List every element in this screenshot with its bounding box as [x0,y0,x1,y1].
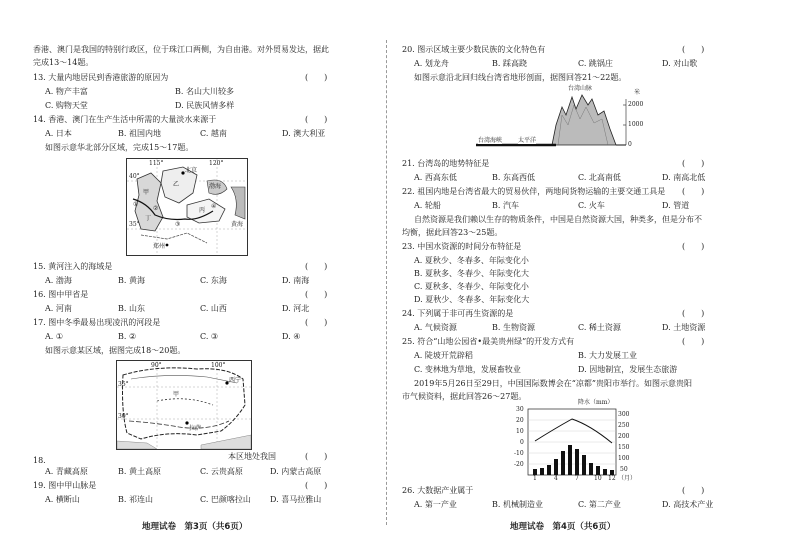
q24-option-c[interactable]: C. 稀土资源 [578,323,621,332]
climate-rtick-50: 50 [620,466,628,473]
q26-stem: 26. 大数据产业属于 [402,486,474,495]
q19-stem: 19. 图中甲山脉是 [33,481,97,490]
q13-option-d[interactable]: D. 民族风情多样 [175,101,235,110]
q16-option-c[interactable]: C. 山西 [200,304,227,313]
map2-lat-30: 30° [118,413,129,420]
left-page [0,0,384,560]
map1-lon-115: 115° [149,160,164,167]
q15-option-c[interactable]: C. 东海 [200,276,227,285]
taiwan-profile-figure [476,85,652,157]
profile-y-2000: 2000 [628,101,644,108]
right-page-footer: 地理试卷 第4页（共6页） [510,522,616,532]
q14-option-c[interactable]: C. 越南 [200,129,227,138]
map1-river-4: ④ [211,203,217,210]
q19-option-c[interactable]: C. 巴颜喀拉山 [200,495,251,504]
q24-option-d[interactable]: D. 土地资源 [662,323,706,332]
map1-beijing-label: 北京 [185,167,198,174]
taiwan-profile-graphic [476,85,652,157]
q16-option-b[interactable]: B. 山东 [118,304,145,313]
intro-23: 自然资源是我们赖以生存的物质条件，中国是自然资源大国，种类多，但是分布不 [414,215,702,224]
q17-stem: 17. 图中冬季最易出现凌汛的河段是 [33,318,161,327]
climate-month-7: 7 [575,475,579,482]
q25-option-c[interactable]: C. 变林地为草地，发展畜牧业 [414,365,521,374]
climate-rtick-300: 300 [618,411,630,418]
left-page-footer: 地理试卷 第3页（共6页） [142,522,248,532]
map2-intro: 如图示意某区域，据图完成18～20题。 [45,346,186,355]
q21-option-a[interactable]: A. 西高东低 [414,173,457,182]
q21-option-d[interactable]: D. 南高北低 [662,173,706,182]
q17-answer-slot[interactable]: ( ) [305,318,328,327]
climate-tick-neg10: -10 [514,450,524,457]
q21-option-b[interactable]: B. 东高西低 [492,173,535,182]
north-china-map [126,158,248,256]
map1-mark-yi: 乙 [173,181,180,188]
q15-option-b[interactable]: B. 黄海 [118,276,145,285]
map2-lon-90: 90° [151,362,162,369]
q20-stem: 20. 图示区域主要少数民族的文化特色有 [402,45,546,54]
profile-strait-label: 台湾海峡 [478,137,503,144]
map1-river-1: ① [133,201,139,208]
q23-answer-slot[interactable]: ( ) [682,242,705,251]
q18-option-c[interactable]: C. 云贵高原 [200,467,243,476]
climate-month-12: 12 [608,475,616,482]
climate-month-1: 1 [533,475,537,482]
q20-answer-slot[interactable]: ( ) [682,45,705,54]
map1-mark-jia: 甲 [143,189,150,196]
map2-xining-label: 西宁 [229,377,242,384]
q13-option-a[interactable]: A. 物产丰富 [45,87,88,96]
q18-option-a[interactable]: A. 青藏高原 [45,467,88,476]
q24-stem: 24. 下列属于非可再生资源的是 [402,309,514,318]
map1-lat-40: 40° [129,173,140,180]
qinghai-tibet-map-graphic [117,361,251,449]
climate-tick-10: 10 [516,428,524,435]
climate-tick-0: 0 [520,439,524,446]
map2-lon-100: 100° [211,362,226,369]
map1-lon-120: 120° [209,160,224,167]
climate-month-4: 4 [554,475,558,482]
climate-rtick-250: 250 [618,422,630,429]
q20-option-a[interactable]: A. 划龙舟 [414,59,449,68]
q20-option-d[interactable]: D. 对山歌 [662,59,698,68]
profile-y-1000: 1000 [628,121,644,128]
intro-26: 2019年5月26日至29日，中国国际数博会在“凉都”贵阳市举行。如图示意贵阳 [414,379,692,388]
intro-13-cont: 完成13～14题。 [33,58,94,67]
q26-answer-slot[interactable]: ( ) [682,486,705,495]
map1-river-3: ③ [175,221,181,228]
q25-stem: 25. 符合“山地公园省•最美贵州绿”的开发方式有 [402,337,575,346]
q21-option-c[interactable]: C. 北高南低 [578,173,621,182]
q23-option-c[interactable]: C. 夏秋多、冬春少、年际变化小 [414,282,529,291]
intro-23-cont: 均衡，据此回答23～25题。 [402,228,503,237]
climate-rtick-100: 100 [618,455,630,462]
q15-stem: 15. 黄河注入的海域是 [33,262,113,271]
q16-answer-slot[interactable]: ( ) [305,290,328,299]
map1-bohai-label: 渤海 [209,183,222,190]
intro-13: 香港、澳门是我国的特别行政区，位于珠江口两侧，为自由港。对外贸易发达，据此 [33,45,329,54]
profile-unit: 米 [634,89,641,96]
q14-stem: 14. 香港、澳门在生产生活中所需的大量淡水来源于 [33,115,217,124]
q25-answer-slot[interactable]: ( ) [682,337,705,346]
q14-option-b[interactable]: B. 祖国内地 [118,129,161,138]
q24-option-b[interactable]: B. 生物资源 [492,323,535,332]
q17-option-c[interactable]: C. ③ [200,332,219,341]
guiyang-climate-chart [514,399,637,482]
q19-answer-slot[interactable]: ( ) [305,481,328,490]
q25-option-d[interactable]: D. 因地制宜，发展生态旅游 [578,365,678,374]
climate-rtick-150: 150 [618,444,630,451]
q23-option-a[interactable]: A. 夏秋少、冬春多、年际变化小 [414,256,529,265]
profile-mountain-label: 台湾山脉 [568,85,593,92]
q21-answer-slot[interactable]: ( ) [682,159,705,168]
profile-intro: 如图示意沿北回归线台湾省地形剖面，据图回答21～22题。 [414,73,627,82]
q16-option-d[interactable]: D. 河北 [282,304,310,313]
map1-intro: 如图示意华北部分区域，完成15～17题。 [45,143,194,152]
page-divider [386,40,387,525]
map1-river-2: ② [153,205,159,212]
q24-option-a[interactable]: A. 气候资源 [414,323,457,332]
q26-option-a[interactable]: A. 第一产业 [414,500,457,509]
q26-option-b[interactable]: B. 机械制造业 [492,500,543,509]
q25-option-b[interactable]: B. 大力发展工业 [578,351,637,360]
climate-tick-neg20: -20 [514,461,524,468]
q26-option-c[interactable]: C. 第二产业 [578,500,621,509]
q19-option-d[interactable]: D. 喜马拉雅山 [270,495,322,504]
map2-lhasa-label: 拉萨 [189,425,202,432]
right-page [392,0,794,560]
q21-stem: 21. 台湾岛的地势特征是 [402,159,490,168]
q22-option-a[interactable]: A. 轮船 [414,201,441,210]
climate-x-unit: （月） [618,475,637,482]
q19-option-a[interactable]: A. 横断山 [45,495,80,504]
map2-lat-35: 35° [118,381,129,388]
q20-option-c[interactable]: C. 跳锅庄 [578,59,613,68]
q17-option-d[interactable]: D. ④ [282,332,301,341]
map2-mark-jia: 甲 [173,391,180,398]
q15-option-a[interactable]: A. 渤海 [45,276,72,285]
q26-option-d[interactable]: D. 高技术产业 [662,500,714,509]
q20-option-b[interactable]: B. 踩高跷 [492,59,527,68]
q13-answer-slot[interactable]: ( ) [305,73,328,82]
q22-option-c[interactable]: C. 火车 [578,201,605,210]
q18-option-d[interactable]: D. 内蒙古高原 [270,467,322,476]
q14-answer-slot[interactable]: ( ) [305,115,328,124]
q15-option-d[interactable]: D. 南海 [282,276,310,285]
q15-answer-slot[interactable]: ( ) [305,262,328,271]
q13-option-c[interactable]: C. 购物天堂 [45,101,88,110]
map1-mark-ding: 丁 [145,215,152,222]
q23-stem: 23. 中国水资源的时间分布特征是 [402,242,522,251]
q18-option-b[interactable]: B. 黄土高原 [118,467,161,476]
q19-option-b[interactable]: B. 祁连山 [118,495,153,504]
map1-lat-35: 35° [129,221,140,228]
q18-stem: 本区地处我国 [228,452,276,461]
q14-option-d[interactable]: D. 澳大利亚 [282,129,326,138]
climate-tick-20: 20 [516,417,524,424]
climate-tick-30: 30 [516,406,524,413]
q14-option-a[interactable]: A. 日本 [45,129,72,138]
map1-mark-bing: 丙 [199,207,206,214]
q13-option-b[interactable]: B. 名山大川较多 [175,87,234,96]
q18-number: 18. [33,456,46,465]
map1-yellowsea-label: 黄海 [231,221,244,228]
q13-stem: 13. 大量内地居民到香港旅游的原因为 [33,73,169,82]
q24-answer-slot[interactable]: ( ) [682,309,705,318]
q22-option-b[interactable]: B. 汽车 [492,201,519,210]
q23-option-d[interactable]: D. 夏秋少、冬春多、年际变化大 [414,295,530,304]
q18-answer-slot[interactable]: ( ) [305,452,328,461]
climate-y-label: 降水（mm） [578,399,614,406]
climate-month-10: 10 [594,475,602,482]
q23-option-b[interactable]: B. 夏秋多、冬春少、年际变化大 [414,269,529,278]
q22-answer-slot[interactable]: ( ) [682,187,705,196]
intro-26-cont: 市气候资料，据此回答26～27题。 [402,392,527,401]
q17-option-b[interactable]: B. ② [118,332,137,341]
q17-option-a[interactable]: A. ① [45,332,64,341]
map1-zhengzhou-label: 郑州 [153,243,166,250]
q16-option-a[interactable]: A. 河南 [45,304,72,313]
profile-y-0: 0 [628,141,632,148]
q16-stem: 16. 图中甲省是 [33,290,89,299]
profile-ocean-label: 太平洋 [518,137,537,144]
qinghai-tibet-map [116,360,252,450]
q22-option-d[interactable]: D. 管道 [662,201,690,210]
climate-rtick-200: 200 [618,433,630,440]
q25-option-a[interactable]: A. 陡坡开荒辟稻 [414,351,473,360]
q22-stem: 22. 祖国内地是台湾省最大的贸易伙伴，两地间货物运输的主要交通工具是 [402,187,666,196]
